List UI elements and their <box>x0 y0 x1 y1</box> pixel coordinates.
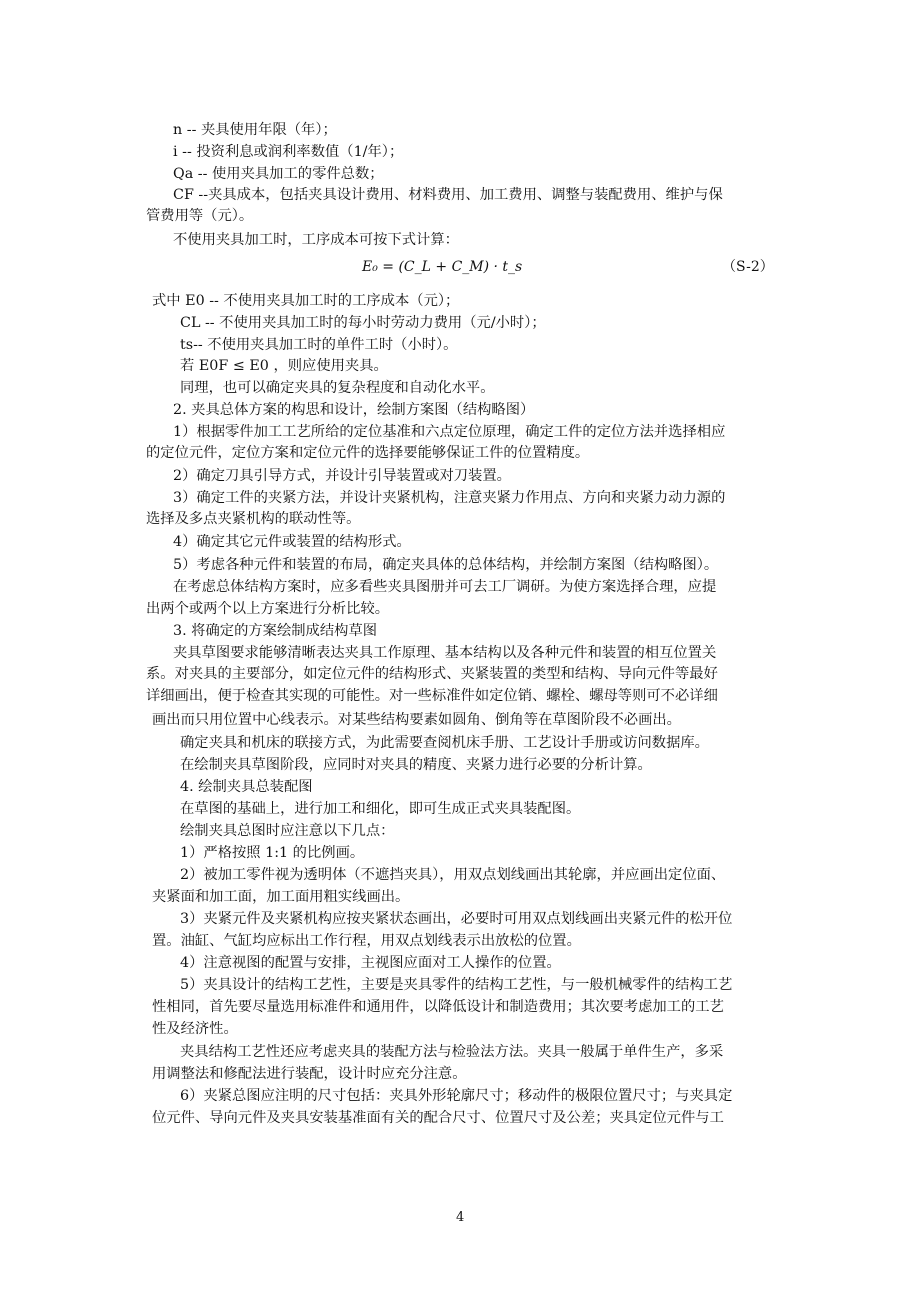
text-line: 确定夹具和机床的联接方式，为此需要查阅机床手册、工艺设计手册或访问数据库。 <box>180 735 709 751</box>
text-line: CF --夹具成本，包括夹具设计费用、材料费用、加工费用、调整与装配费用、维护与保 <box>173 187 723 203</box>
text-line: 管费用等（元）。 <box>146 208 254 224</box>
text-line: 1）严格按照 1:1 的比例画。 <box>180 845 365 861</box>
text-line: 性相同，首先要尽量选用标准件和通用件，以降低设计和制造费用；其次要考虑加工的工艺 <box>152 999 724 1015</box>
text-line: 2）确定刀具引导方式，并设计引导装置或对刀装置。 <box>173 468 511 484</box>
text-line: 在绘制夹具草图阶段，应同时对夹具的精度、夹紧力进行必要的分析计算。 <box>180 757 652 773</box>
text-line: 置。油缸、气缸均应标出工作行程，用双点划线表示出放松的位置。 <box>152 933 581 949</box>
page-number: 4 <box>456 1210 465 1225</box>
text-line: 系。对夹具的主要部分，如定位元件的结构形式、夹紧装置的类型和结构、导向元件等最好 <box>146 666 718 682</box>
text-line: 位元件、导向元件及夹具安装基准面有关的配合尺寸、位置尺寸及公差；夹具定位元件与工 <box>152 1110 724 1126</box>
text-line: 3）确定工件的夹紧方法，并设计夹紧机构，注意夹紧力作用点、方向和夹紧力动力源的 <box>173 490 726 506</box>
text-line: ts-- 不使用夹具加工时的单件工时（小时）。 <box>180 337 458 353</box>
text-line: 选择及多点夹紧机构的联动性等。 <box>146 511 361 527</box>
formula: E₀ = (C_L + C_M) · t_s <box>362 259 523 275</box>
text-line: 2）被加工零件视为透明体（不遮挡夹具），用双点划线画出其轮廓，并应画出定位面、 <box>180 867 726 883</box>
text-line: 不使用夹具加工时，工序成本可按下式计算： <box>173 232 459 248</box>
text-line: 6）夹紧总图应注明的尺寸包括：夹具外形轮廓尺寸；移动件的极限位置尺寸；与夹具定 <box>180 1088 733 1104</box>
text-line: 画出而只用位置中心线表示。对某些结构要素如圆角、倒角等在草图阶段不必画出。 <box>152 712 681 728</box>
section-heading: 4. 绘制夹具总装配图 <box>180 779 313 795</box>
text-line: 性及经济性。 <box>152 1021 238 1037</box>
text-line: 用调整法和修配法进行装配，设计时应充分注意。 <box>152 1066 467 1082</box>
text-line: 同理，也可以确定夹具的复杂程度和自动化水平。 <box>180 380 495 396</box>
text-line: 在考虑总体结构方案时，应多看些夹具图册并可去工厂调研。为使方案选择合理，应提 <box>173 579 717 595</box>
text-line: 5）考虑各种元件和装置的布局，确定夹具体的总体结构，并绘制方案图（结构略图）。 <box>173 557 719 573</box>
text-line: 绘制夹具总图时应注意以下几点： <box>180 823 395 839</box>
text-line: 3）夹紧元件及夹紧机构应按夹紧状态画出，必要时可用双点划线画出夹紧元件的松开位 <box>180 911 733 927</box>
section-heading: 2. 夹具总体方案的构思和设计，绘制方案图（结构略图） <box>173 402 535 418</box>
text-line: 4）注意视图的配置与安排，主视图应面对工人操作的位置。 <box>180 955 561 971</box>
formula-number: （S-2） <box>722 259 774 275</box>
text-line: CL -- 不使用夹具加工时的每小时劳动力费用（元/小时）； <box>180 315 546 331</box>
text-line: Qa -- 使用夹具加工的零件总数； <box>173 166 384 182</box>
text-line: 详细画出，便于检查其实现的可能性。对一些标准件如定位销、螺栓、螺母等则可不必详细 <box>146 688 718 704</box>
text-line: 若 E0F ≤ E0 ，则应使用夹具。 <box>180 358 388 374</box>
text-line: 式中 E0 -- 不使用夹具加工时的工序成本（元）； <box>152 293 460 309</box>
text-line: 出两个或两个以上方案进行分析比较。 <box>146 601 390 617</box>
text-line: 夹具草图要求能够清晰表达夹具工作原理、基本结构以及各种元件和装置的相互位置关 <box>173 645 717 661</box>
text-line: i -- 投资利息或润利率数值（1/年）； <box>173 144 404 160</box>
text-line: 的定位元件，定位方案和定位元件的选择要能够保证工件的位置精度。 <box>146 445 590 461</box>
text-line: n -- 夹具使用年限（年）； <box>173 122 337 138</box>
text-line: 夹紧面和加工面，加工面用粗实线画出。 <box>152 889 410 905</box>
text-line: 1）根据零件加工工艺所给的定位基准和六点定位原理，确定工件的定位方法并选择相应 <box>173 424 726 440</box>
text-line: 5）夹具设计的结构工艺性，主要是夹具零件的结构工艺性，与一般机械零件的结构工艺 <box>180 977 733 993</box>
text-line: 夹具结构工艺性还应考虑夹具的装配方法与检验法方法。夹具一般属于单件生产，多采 <box>180 1044 724 1060</box>
text-line: 在草图的基础上，进行加工和细化，即可生成正式夹具装配图。 <box>180 801 581 817</box>
text-line: 4）确定其它元件或装置的结构形式。 <box>173 534 411 550</box>
section-heading: 3. 将确定的方案绘制成结构草图 <box>173 623 378 639</box>
